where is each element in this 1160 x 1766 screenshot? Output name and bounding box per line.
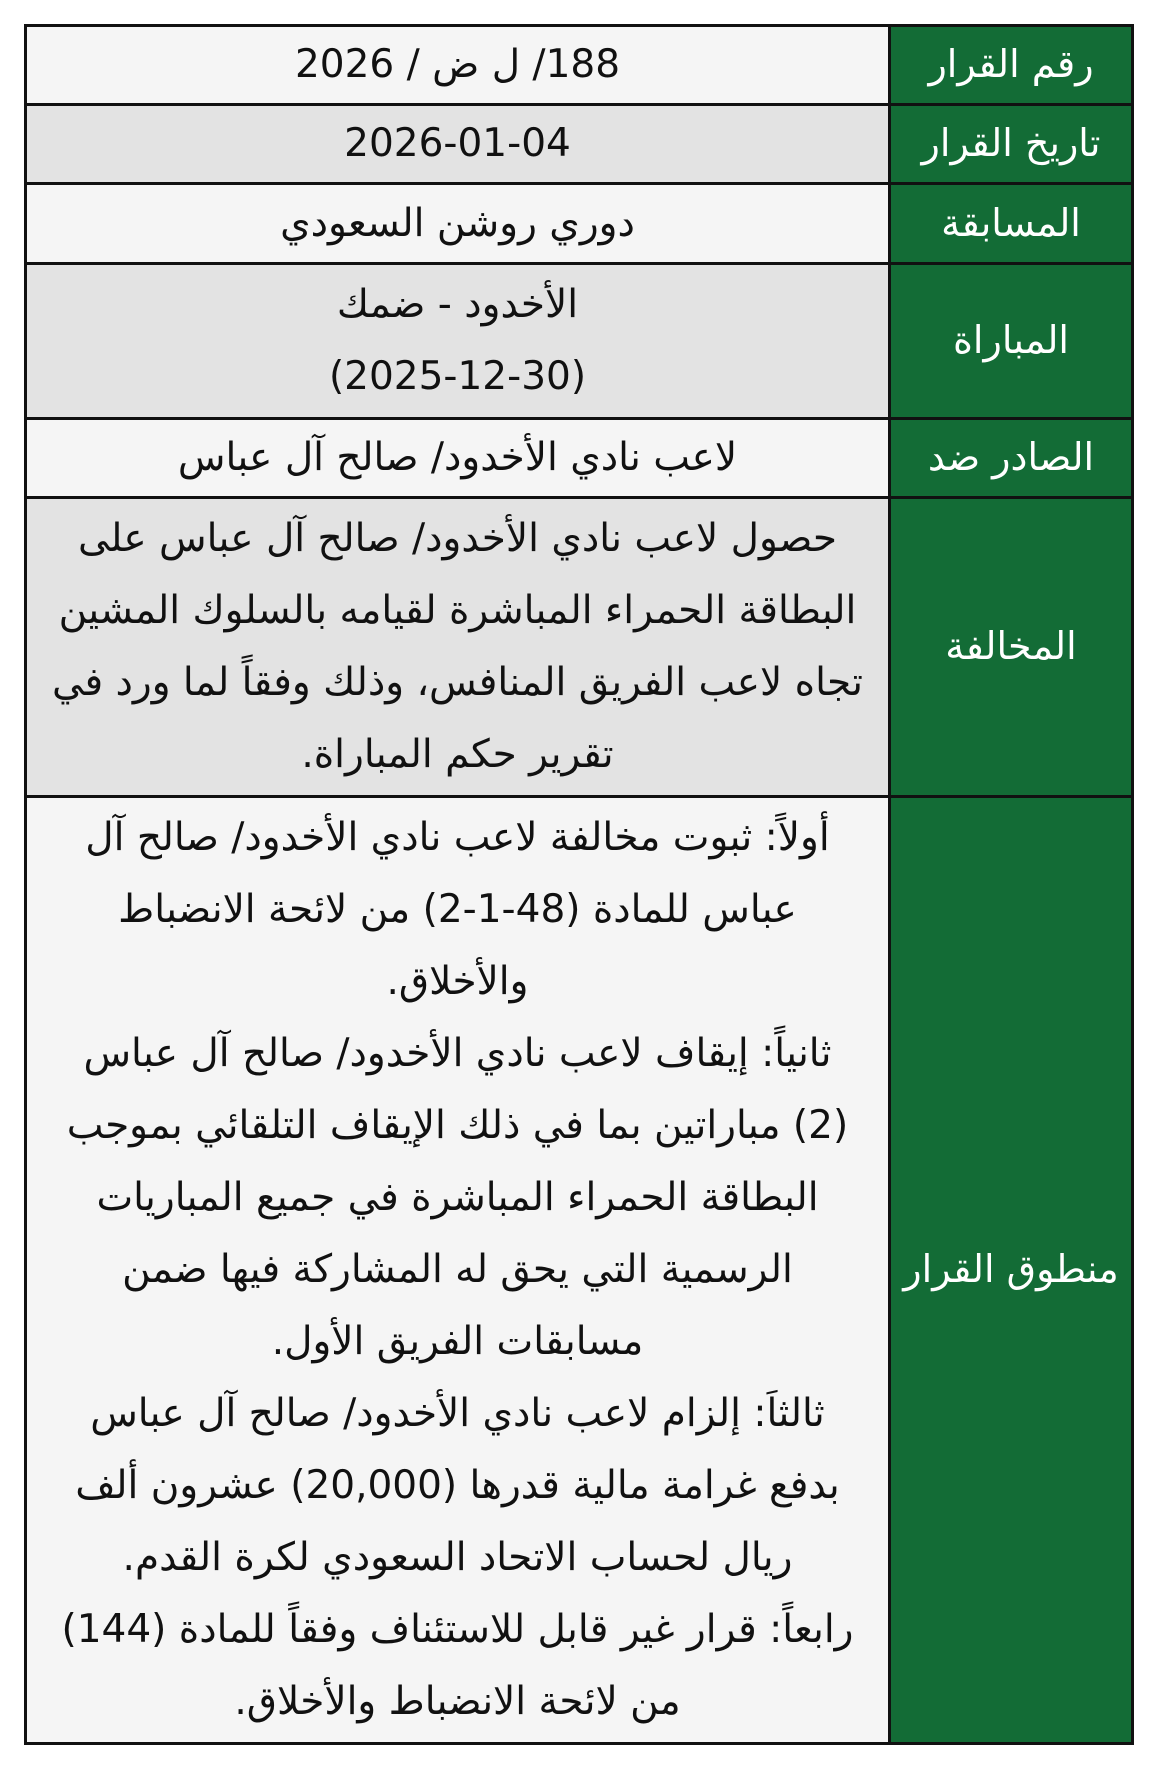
label-match: المباراة <box>890 264 1133 419</box>
ruling-line: أولاً: ثبوت مخالفة لاعب نادي الأخدود/ صالح آل <box>85 815 830 860</box>
table-row-decision-date <box>26 105 1133 184</box>
table-row-ruling <box>26 797 1133 1744</box>
ruling-line: ريال لحساب الاتحاد السعودي لكرة القدم. <box>122 1535 793 1580</box>
label-violation: المخالفة <box>890 498 1133 797</box>
ruling-line: ثانياً: إيقاف لاعب نادي الأخدود/ صالح آل عباس <box>83 1031 832 1076</box>
label-decision-number: رقم القرار <box>890 26 1133 105</box>
violation-line: البطاقة الحمراء المباشرة لقيامه بالسلوك المشين <box>58 588 857 633</box>
ruling-line: ثالثاَ: إلزام لاعب نادي الأخدود/ صالح آل عباس <box>90 1391 825 1436</box>
value-decision-number: 188/ ل ض / 2026 <box>26 26 890 105</box>
violation-line: حصول لاعب نادي الأخدود/ صالح آل عباس على <box>77 516 838 561</box>
label-issued-against: الصادر ضد <box>890 419 1133 498</box>
table-row-violation <box>26 498 1133 797</box>
ruling-line: مسابقات الفريق الأول. <box>271 1319 644 1364</box>
match-date: (2025-12-30) <box>328 354 587 399</box>
label-decision-date: تاريخ القرار <box>890 105 1133 184</box>
ruling-line: بدفع غرامة مالية قدرها (20,000) عشرون ألف <box>75 1463 840 1508</box>
value-ruling <box>26 797 890 1744</box>
ruling-line: رابعاً: قرار غير قابل للاستئناف وفقاً للمادة (144) <box>61 1607 854 1652</box>
ruling-line: والأخلاق. <box>386 959 529 1004</box>
value-match <box>26 264 890 419</box>
ruling-line: (2) مباراتين بما في ذلك الإيقاف التلقائي بموجب <box>66 1103 849 1148</box>
match-teams: الأخدود - ضمك <box>336 282 579 327</box>
table-row-competition <box>26 184 1133 264</box>
value-decision-date: 2026-01-04 <box>26 105 890 184</box>
violation-line: تجاه لاعب الفريق المنافس، وذلك وفقاً لما ورد في <box>51 660 864 705</box>
value-violation <box>26 498 890 797</box>
value-competition: دوري روشن السعودي <box>26 184 890 264</box>
ruling-line: عباس للمادة (48-1-2) من لائحة الانضباط <box>118 887 797 932</box>
table-row-decision-number <box>26 26 1133 105</box>
table-row-match <box>26 264 1133 419</box>
violation-line: تقرير حكم المباراة. <box>301 732 614 777</box>
ruling-line: من لائحة الانضباط والأخلاق. <box>234 1679 681 1724</box>
ruling-line: البطاقة الحمراء المباشرة في جميع المباريات <box>96 1175 819 1220</box>
table-row-issued-against <box>26 419 1133 498</box>
label-competition: المسابقة <box>890 184 1133 264</box>
ruling-line: الرسمية التي يحق له المشاركة فيها ضمن <box>122 1247 793 1292</box>
decision-table <box>24 24 1134 1745</box>
value-issued-against: لاعب نادي الأخدود/ صالح آل عباس <box>26 419 890 498</box>
label-ruling: منطوق القرار <box>890 797 1133 1744</box>
